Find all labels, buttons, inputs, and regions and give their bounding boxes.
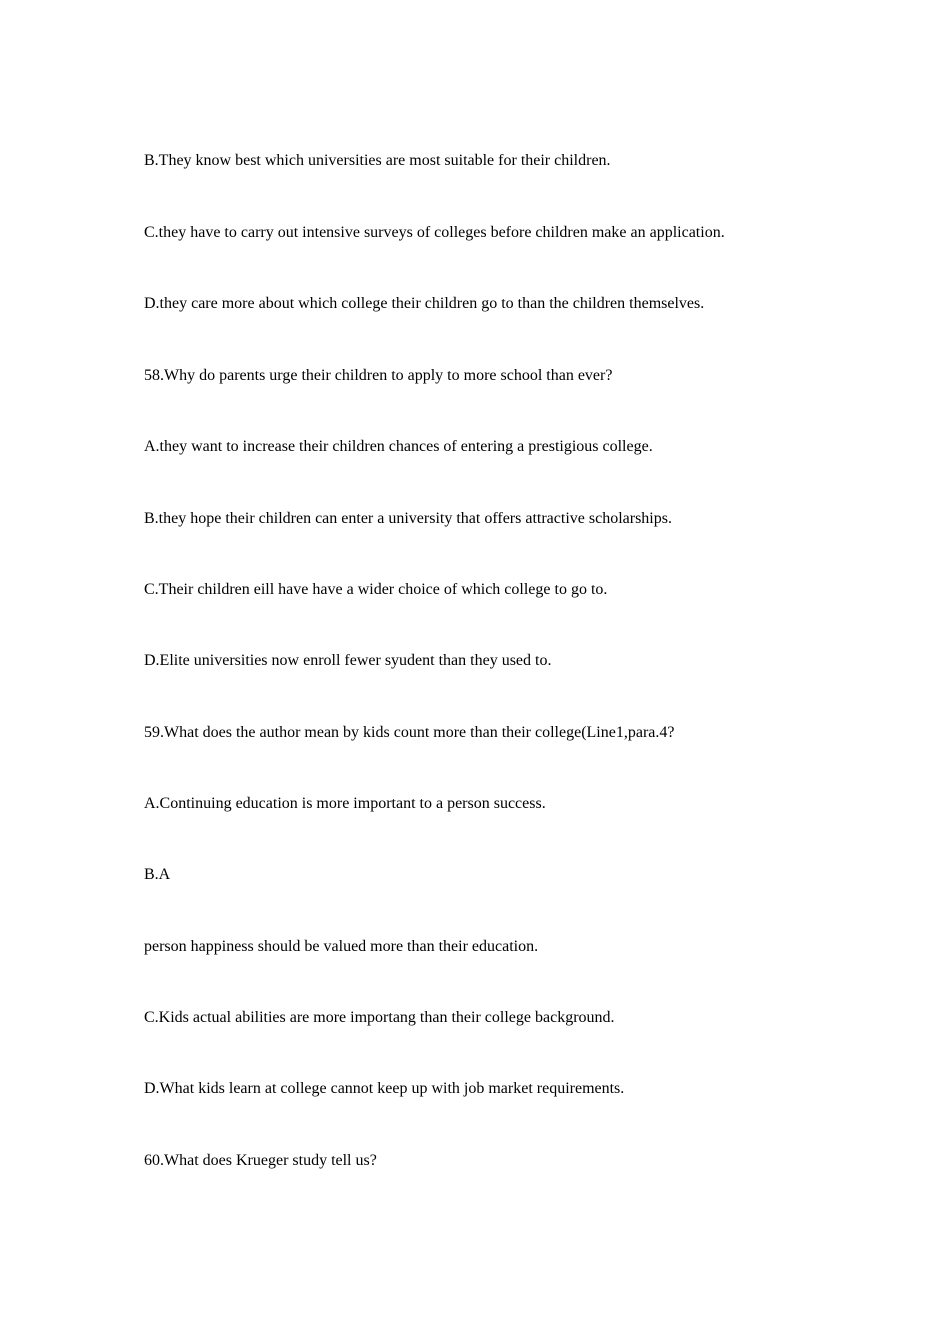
option-58c: C.Their children eill have have a wider choice of which college to go to.	[144, 581, 608, 598]
option-58b: B.they hope their children can enter a university that offers attractive scholarships.	[144, 510, 672, 527]
option-57c: C.they have to carry out intensive surveys of colleges before children make an application.	[144, 224, 725, 241]
question-58: 58.Why do parents urge their children to apply to more school than ever?	[144, 367, 613, 384]
option-59c: C.Kids actual abilities are more importang than their college background.	[144, 1009, 615, 1026]
option-57b: B.They know best which universities are most suitable for their children.	[144, 152, 611, 169]
option-59b-start: B.A	[144, 866, 171, 883]
option-57d: D.they care more about which college their children go to than the children themselves.	[144, 295, 705, 312]
option-59a: A.Continuing education is more important to a person success.	[144, 795, 546, 812]
question-60: 60.What does Krueger study tell us?	[144, 1152, 377, 1169]
option-58d: D.Elite universities now enroll fewer syudent than they used to.	[144, 652, 552, 669]
option-58a: A.they want to increase their children chances of entering a prestigious college.	[144, 438, 653, 455]
option-59b-continued: person happiness should be valued more than their education.	[144, 938, 539, 955]
question-59: 59.What does the author mean by kids count more than their college(Line1,para.4?	[144, 724, 675, 741]
option-59d: D.What kids learn at college cannot keep up with job market requirements.	[144, 1080, 625, 1097]
